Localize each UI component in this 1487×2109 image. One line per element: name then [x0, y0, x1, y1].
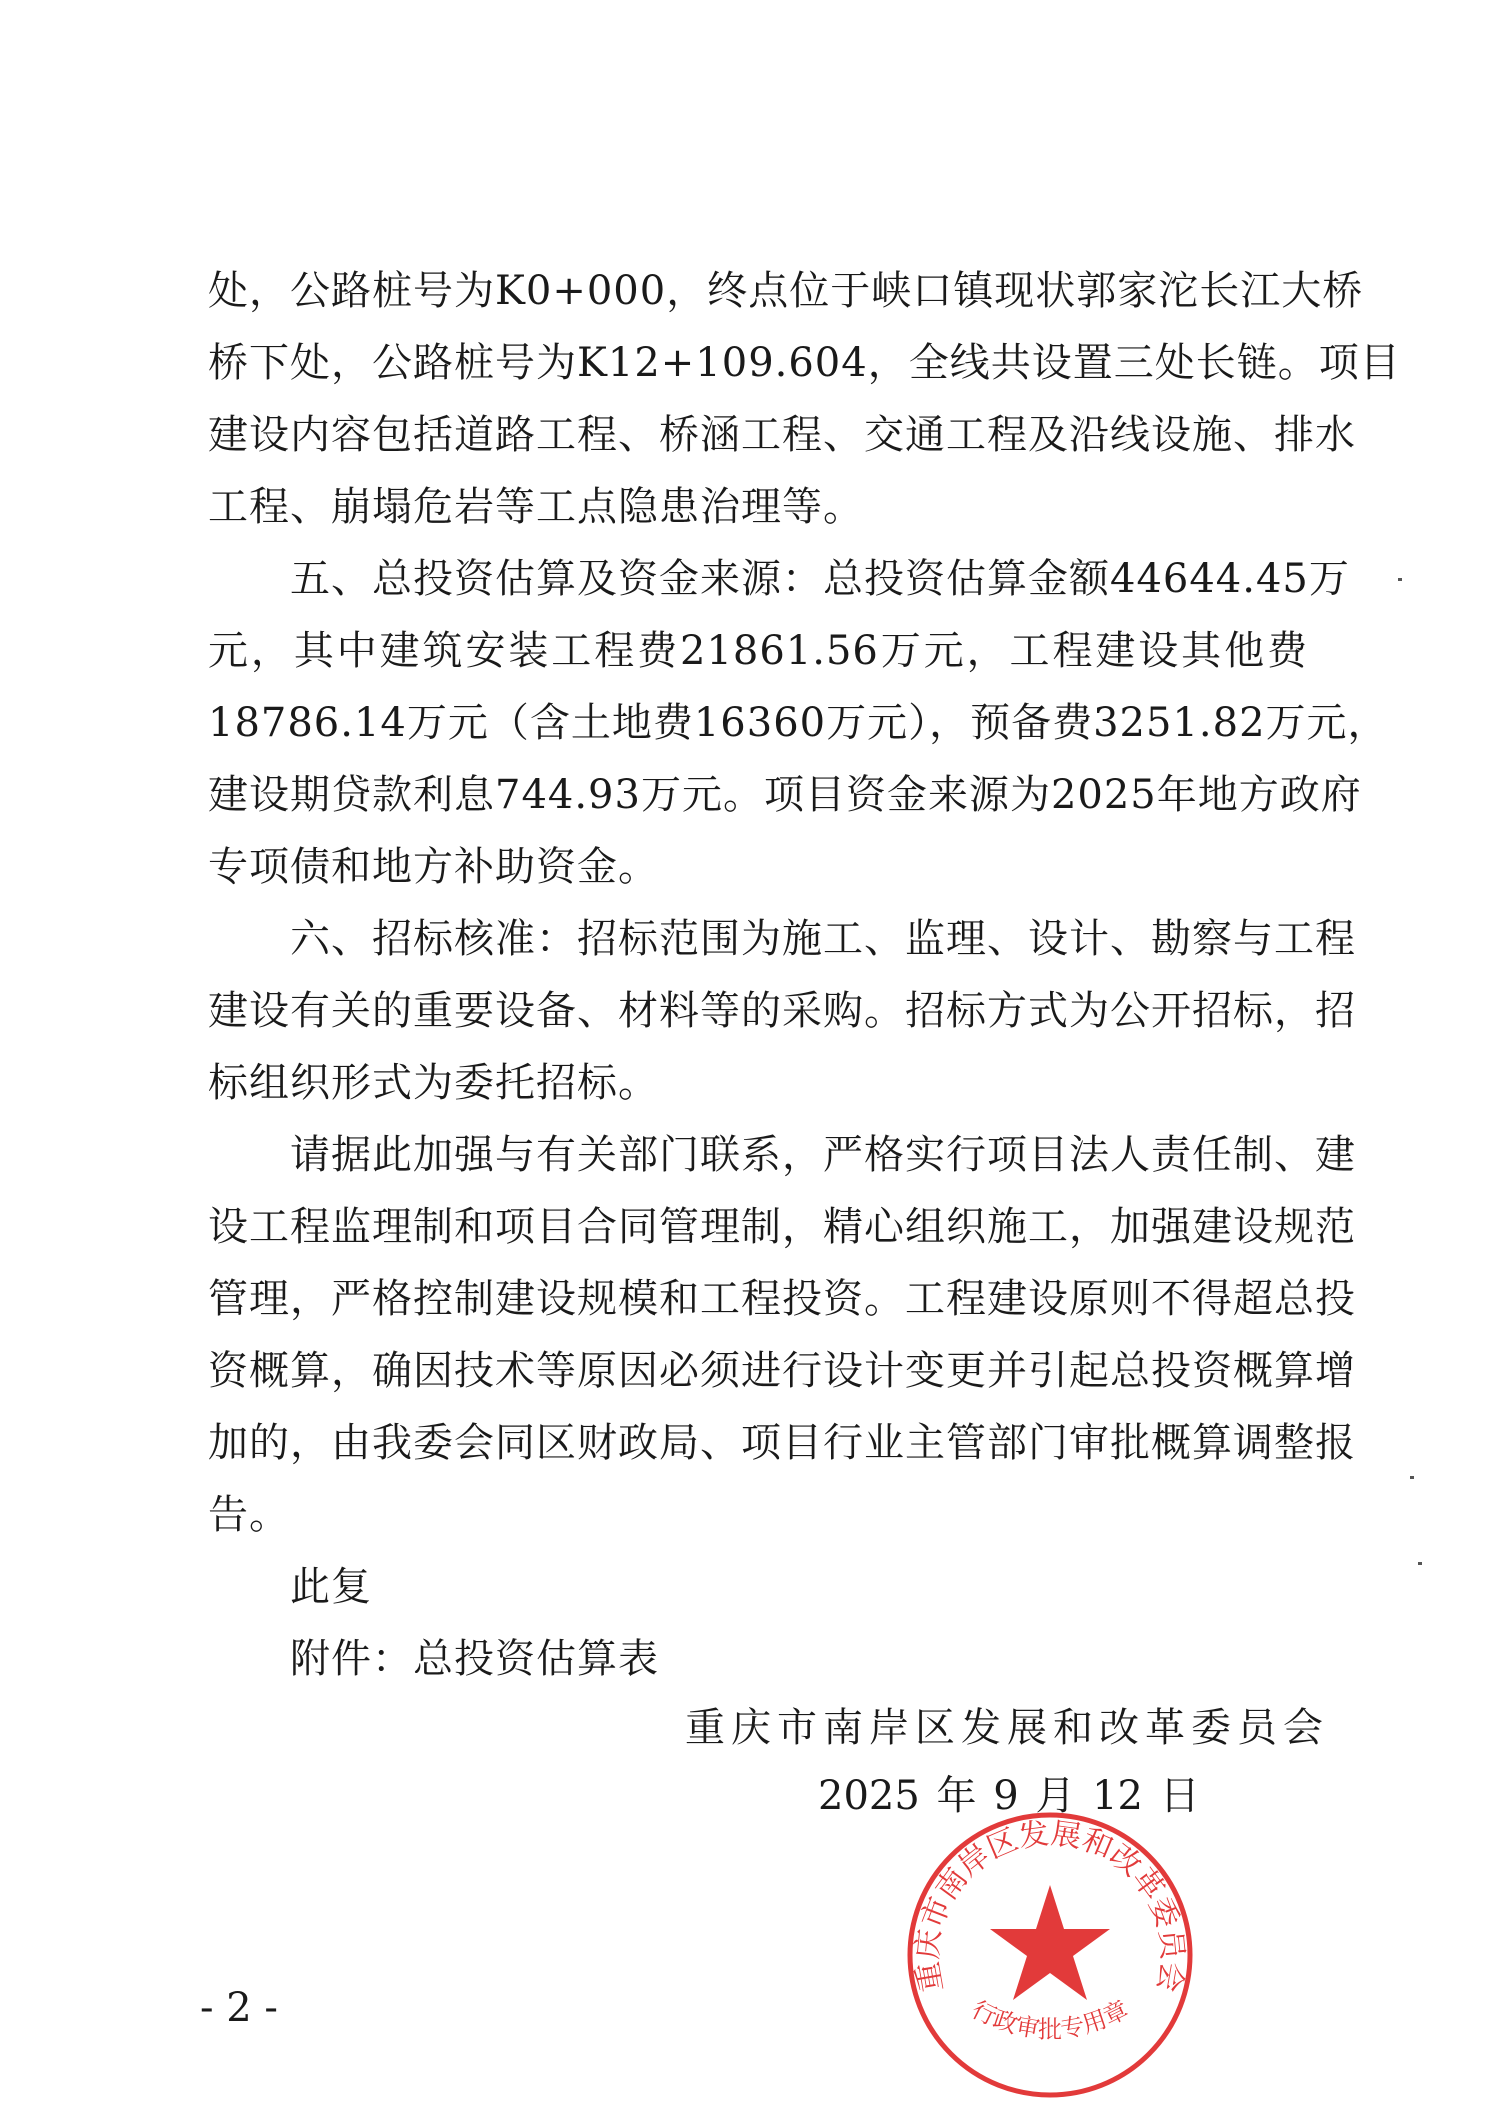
text-line: 加的，由我委会同区财政局、项目行业主管部门审批概算调整报	[208, 1420, 1356, 1466]
text-line: 五、总投资估算及资金来源：总投资估算金额44644.45万	[290, 556, 1350, 602]
text-line: 工程、崩塌危岩等工点隐患治理等。	[208, 484, 864, 530]
scan-speck	[1418, 1562, 1422, 1565]
text-line: 附件：总投资估算表	[290, 1636, 659, 1682]
text-line: 建设有关的重要设备、材料等的采购。招标方式为公开招标，招	[208, 988, 1356, 1034]
text-line: 建设期贷款利息744.93万元。项目资金来源为2025年地方政府	[208, 772, 1362, 818]
official-seal	[900, 1805, 1200, 2105]
page-number: - 2 -	[200, 1985, 278, 2031]
issuer-signature: 重庆市南岸区发展和改革委员会	[685, 1705, 1329, 1751]
text-line: 标组织形式为委托招标。	[208, 1060, 659, 1106]
text-line: 元，其中建筑安装工程费21861.56万元，工程建设其他费	[208, 628, 1308, 674]
text-line: 管理，严格控制建设规模和工程投资。工程建设原则不得超总投	[208, 1276, 1356, 1322]
text-line: 设工程监理制和项目合同管理制，精心组织施工，加强建设规范	[208, 1204, 1356, 1250]
text-line: 处，公路桩号为K0+000，终点位于峡口镇现状郭家沱长江大桥	[208, 268, 1364, 314]
text-line: 此复	[290, 1564, 372, 1610]
text-line: 桥下处，公路桩号为K12+109.604，全线共设置三处长链。项目	[208, 340, 1401, 386]
text-line: 告。	[208, 1492, 290, 1538]
text-line: 18786.14万元（含土地费16360万元），预备费3251.82万元，	[208, 700, 1389, 746]
scan-speck	[1398, 578, 1402, 581]
issue-date: 2025 年 9 月 12 日	[818, 1773, 1200, 1819]
text-line: 请据此加强与有关部门联系，严格实行项目法人责任制、建	[290, 1132, 1356, 1178]
text-line: 建设内容包括道路工程、桥涵工程、交通工程及沿线设施、排水	[208, 412, 1356, 458]
text-line: 六、招标核准：招标范围为施工、监理、设计、勘察与工程	[290, 916, 1356, 962]
star-icon	[990, 1885, 1110, 2000]
text-line: 专项债和地方补助资金。	[208, 844, 659, 890]
text-line: 资概算，确因技术等原因必须进行设计变更并引起总投资概算增	[208, 1348, 1356, 1394]
seal-outer-text: 重庆市南岸区发展和改革委员会	[910, 1816, 1190, 1995]
seal-bottom-text: 行政审批专用章	[967, 1995, 1133, 2044]
scan-speck	[1410, 1476, 1414, 1479]
seal-graphic	[900, 1805, 1200, 2105]
